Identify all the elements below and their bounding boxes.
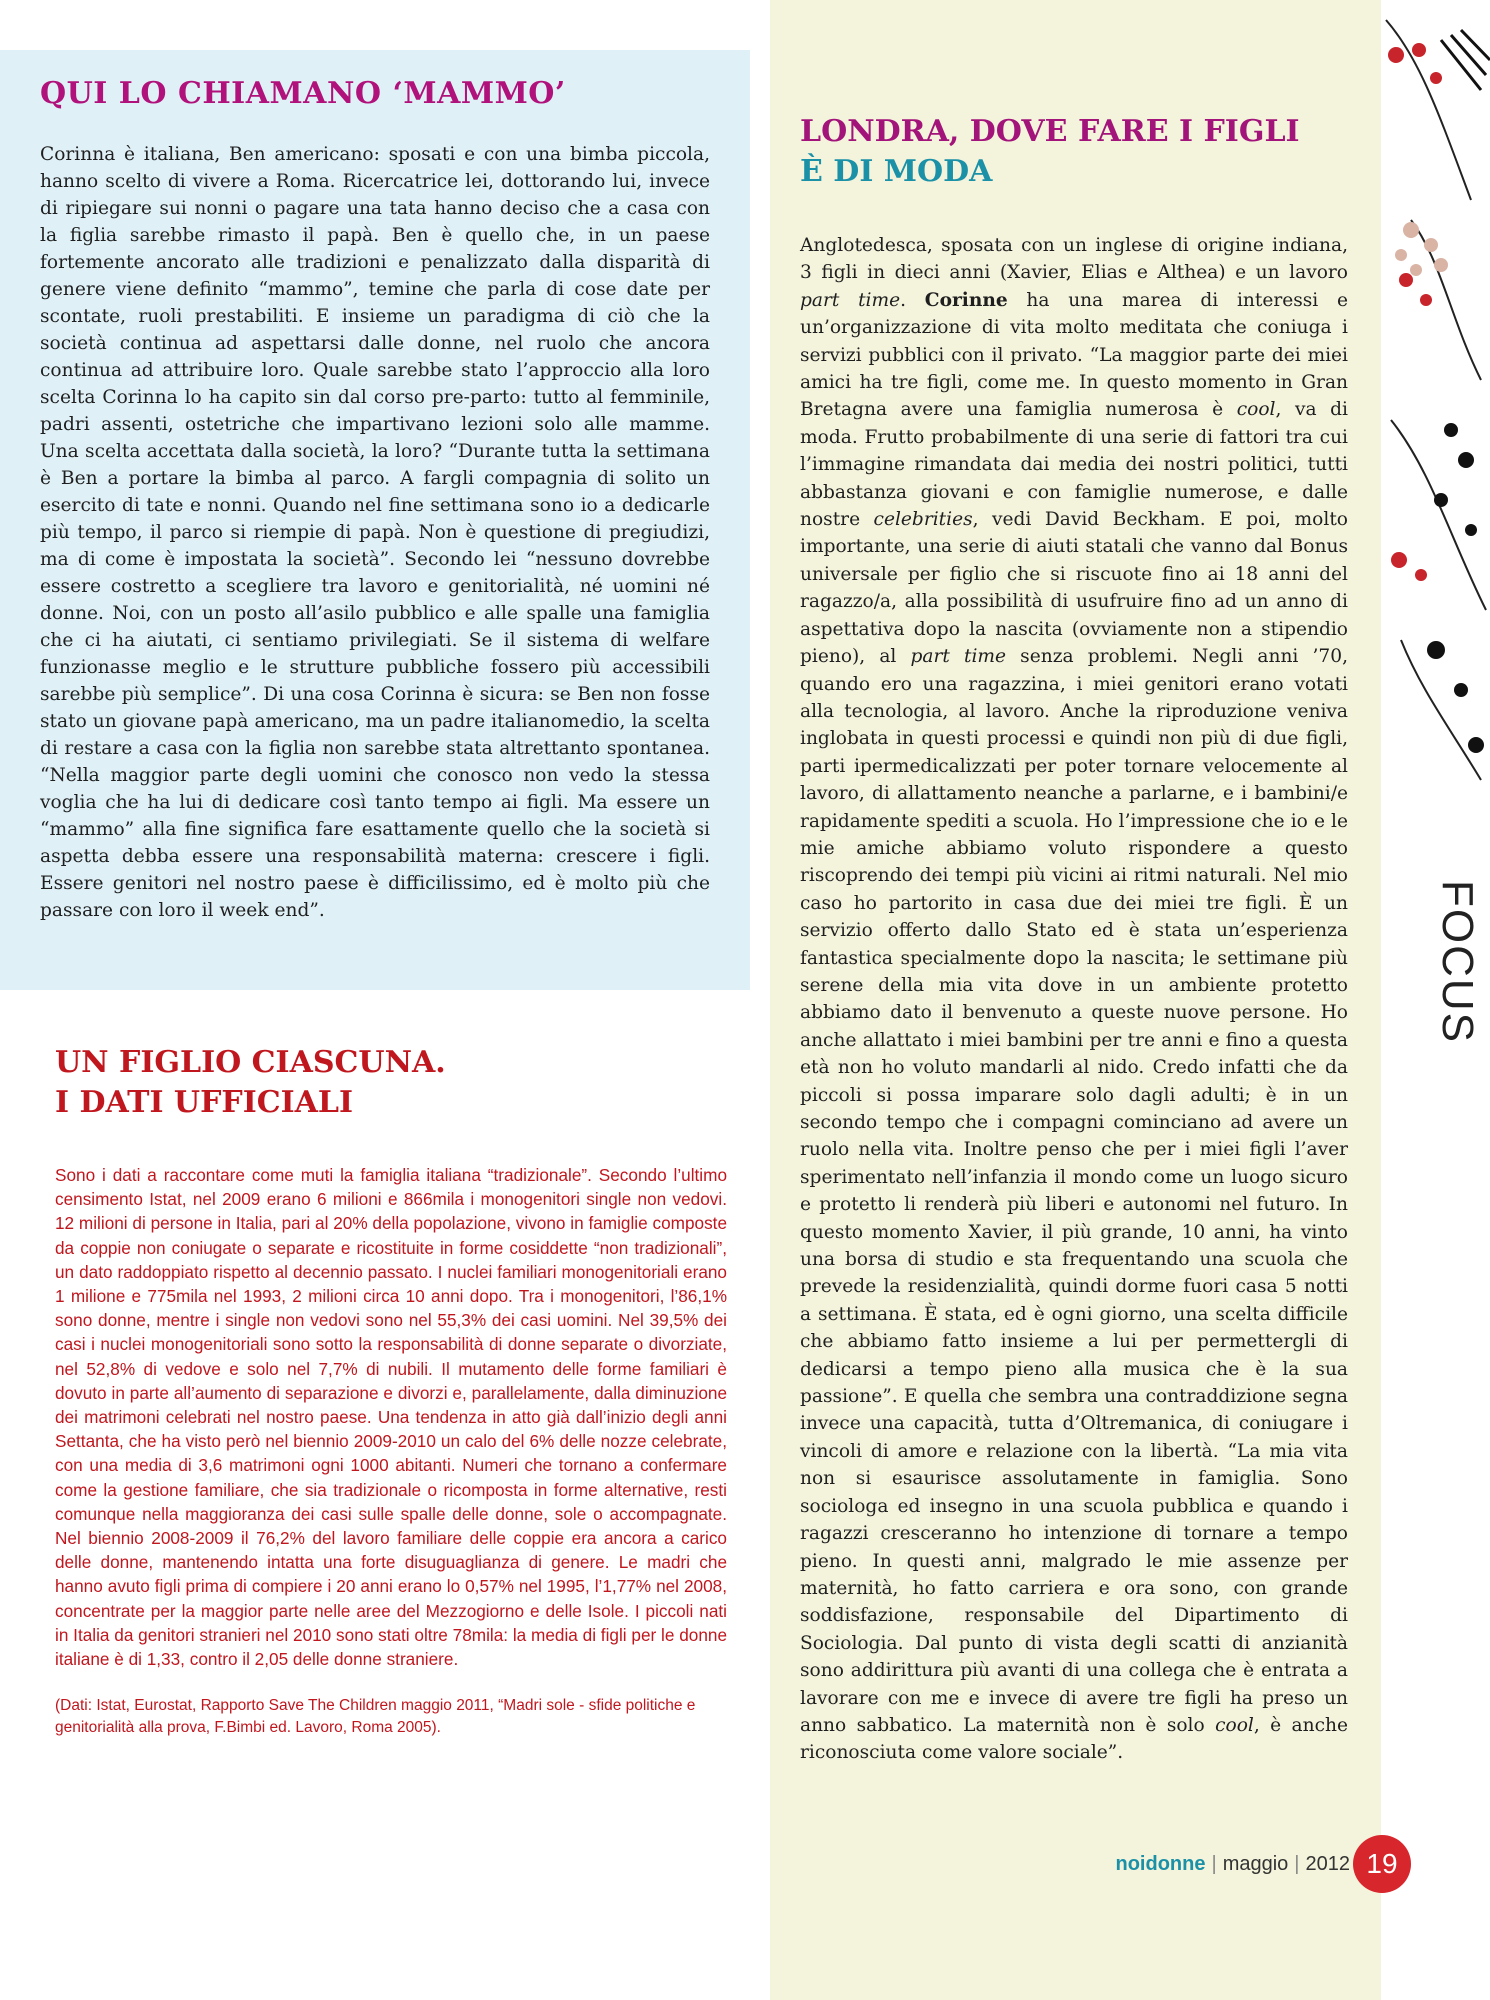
londra-title (800, 112, 1348, 192)
londra-text-italic: part time (910, 646, 1007, 668)
footer-brand: noidonne (1115, 1853, 1206, 1875)
dati-sources: (Dati: Istat, Eurostat, Rapporto Save The Children maggio 2011, “Madri sole - sfide politiche e genitorialità alla prova, F.Bimbi ed. Lavoro, Roma 2005). (55, 1697, 696, 1737)
londra-text-bold: Corinne (924, 289, 1008, 311)
footer-separator: | (1211, 1853, 1217, 1875)
dati-text: Sono i dati a raccontare come muti la famiglia italiana “tradizionale”. Secondo l’ultimo censimento Istat, nel 2009 erano 6 milioni e 866mila i monogenitori single non vedovi. 12 milioni di persone in Italia, pari al 20% della popolazione, vivono in famiglie composte da coppie non coniugate o separate e ricostituite in forme cosiddette “non tradizionali”, un dato raddoppiato rispetto al decennio passato. I nuclei familiari monogenitoriali erano 1 milione e 775mila nel 1993, 2 milioni circa 10 anni dopo. Tra i monogenitori, l’86,1% sono donne, mentre i single non vedovi sono nel 55,3% dei casi uomini. Nel 39,5% dei casi i nuclei monogenitoriali sono sotto la responsabilità di donne separate o divorziate, nel 52,8% di vedove e solo nel 7,7% di nubili. Il mutamento delle forme familiari è dovuto in parte all’aumento di separazione e divorzi e, parallelamente, dalla diminuzione dei matrimoni celebrati nel nostro paese. Una tendenza in atto già dall’inizio degli anni Settanta, che ha visto però nel biennio 2009-2010 un calo del 6% delle nozze celebrate, con una media di 3,6 matrimoni ogni 1000 abitanti. Numeri che tornano a confermare come la gestione familiare, che sia tradizionale o ricomposta in forme alternative, resti comunque nella maggioranza dei casi sulle spalle delle donne, sole o accompagnate. Nel biennio 2008-2009 il 76,2% del lavoro familiare delle coppie era ancora a carico delle donne, mantenendo intatta una forte disuguaglianza di genere. Le madri che hanno avuto figli prima di compiere i 20 anni erano lo 0,57% nel 1995, l’1,77% nel 2008, concentrate per la maggior parte nelle aree del Mezzogiorno e delle Isole. I piccoli nati in Italia da genitori stranieri nel 2010 sono stati oltre 78mila: la media di figli per le donne italiane è di 1,33, contro il 2,05 delle donne straniere. (55, 1165, 727, 1670)
dati-title-line2: I DATI UFFICIALI (55, 1085, 354, 1120)
dati-title (55, 1043, 727, 1123)
londra-text-part: Anglotedesca, sposata con un inglese di origine indiana, 3 figli in dieci anni (Xavier, Elias e Althea) e un lavoro (800, 235, 1348, 284)
londra-text-part: , va di moda. Frutto probabilmente di una serie di fattori tra cui l’immagine rimandata dai media dei nostri politici, tutti abbastanza giovani e con famiglie numerose, e dalle nostre (800, 399, 1348, 531)
londra-text-italic: cool (1215, 1714, 1254, 1736)
londra-text-part: ha una marea di interessi e un’organizzazione di vita molto meditata che coniuga i servizi pubblici con il privato. “La maggior parte dei miei amici ha tre figli, come me. In questo momento in Gran Bretagna avere una famiglia numerosa è (800, 289, 1348, 421)
footer-year: 2012 (1305, 1853, 1350, 1875)
footer-separator: | (1294, 1853, 1300, 1875)
dati-title-line1: UN FIGLIO CIASCUNA. (55, 1045, 446, 1080)
londra-title-line1: LONDRA, DOVE FARE I FIGLI (800, 114, 1300, 149)
focus-label: FOCUS (1433, 880, 1482, 1044)
mammo-box (0, 50, 750, 990)
londra-text-part: . (900, 289, 925, 311)
londra-text-italic: cool (1236, 399, 1276, 421)
londra-text-part: , è anche riconosciuta come valore sociale”. (800, 1714, 1348, 1764)
footer-month: maggio (1222, 1853, 1289, 1875)
londra-text-italic: celebrities (873, 509, 973, 531)
londra-column (770, 0, 1381, 2000)
footer (1116, 1853, 1351, 1876)
londra-title-line2: È DI MODA (800, 154, 993, 189)
dati-section (55, 1043, 727, 1739)
londra-text-italic: part time (800, 289, 901, 311)
londra-text-part: senza problemi. Negli anni ’70, quando ero una ragazzina, i miei genitori erano votati alla tecnologia, al lavoro. Anche la riproduzione veniva inglobata in questi processi e quindi non più di due figli, parti ipermedicalizzati per poter tornare velocemente al lavoro, di allattamento neanche a parlarne, e i bambini/e rapidamente spediti a scuola. Ho l’impressione che io e le mie amiche abbiamo voluto rispondere a questo riscoprendo dei tempi più vicini ai ritmi naturali. Nel mio caso ho partorito in casa due dei miei tre figli. È un servizio offerto dallo Stato ed è stata un’esperienza fantastica specialmente dopo la nascita; le settimane più serene della mia vita dove in un ambiente protetto abbiamo dato il benvenuto a queste nuove persone. Ho anche allattato i miei bambini per tre anni e fino a questa età non ho voluto mandarli al nido. Credo infatti che da piccoli si possa imparare solo dagli adulti; è in un secondo tempo che i compagni cominciano ad avere un ruolo nella vita. Inoltre penso che per i miei figli l’aver sperimentato nell’infanzia il mondo come un luogo sicuro e protetto li renderà più liberi e autonomi nel futuro. In questo momento Xavier, il più grande, 10 anni, ha vinto una borsa di studio e sta frequentando una scuola che prevede la residenzialità, quindi dorme fuori casa 5 notti a settimana. È stata, ed è ogni giorno, una scelta difficile che abbiamo fatto insieme a lui per permettergli di dedicarsi a tempo pieno alla musica che è la sua passione”. E quella che sembra una contraddizione segna invece una capacità, tutta d’Oltremanica, di coniugare i vincoli di amore e relazione con la libertà. “La mia vita non si esaurisce assolutamente in famiglia. Sono sociologa ed insegno in una scuola pubblica e quando i ragazzi cresceranno ho intenzione di tornare a tempo pieno. In questi anni, malgrado le mie assenze per maternità, ho fatto carriera e ora sono, con grande soddisfazione, responsabile del Dipartimento di Sociologia. Dal punto di vista degli scatti di anzianità sono addirittura più avanti di una collega che è entrata a lavorare con me e invece di avere tre figli ha preso un anno sabbatico. La maternità non è solo (800, 646, 1348, 1736)
londra-content (800, 112, 1348, 1767)
page-number-badge: 19 (1353, 1835, 1411, 1893)
londra-text (800, 232, 1348, 1767)
londra-text-part: , vedi David Beckham. E poi, molto importante, una serie di aiuti statali che vanno dal Bonus universale per figlio che si riscuote fino ai 18 anni del ragazzo/a, alla possibilità di usufruire fino ad un anno di aspettativa dopo la nascita (ovviamente non a stipendio pieno), al (800, 509, 1348, 668)
mammo-title: QUI LO CHIAMANO ‘MAMMO’ (40, 76, 566, 111)
berries-illustration (1381, 0, 1490, 800)
mammo-text: Corinna è italiana, Ben americano: sposati e con una bimba piccola, hanno scelto di vivere a Roma. Ricercatrice lei, dottorando lui, invece di ripiegare sui nonni o pagare una tata hanno deciso che a casa con la figlia sarebbe rimasto il papà. Ben è quello che, in un paese fortemente ancorato alle tradizioni e penalizzato dalla disparità di genere viene definito “mammo”, temine che parla di cose date per scontate, ruoli prestabiliti. E insieme un paradigma di ciò che la società continua ad aspettarsi dalle donne, nel ruolo che ancora continua ad attribuire loro. Quale sarebbe stato l’approccio alla loro scelta Corinna lo ha capito sin dal corso pre-parto: tutto al femminile, padri assenti, ostetriche che impartivano lezioni solo alle mamme. Una scelta accettata dalla società, la loro? “Durante tutta la settimana è Ben a portare la bimba al parco. A fargli compagnia di solito un esercito di tate e nonni. Quando nel fine settimana sono io a dedicarle più tempo, il parco si riempie di papà. Non è questione di pregiudizi, ma di come è impostata la società”. Secondo lei “nessuno dovrebbe essere costretto a scegliere tra lavoro e genitorialità, né uomini né donne. Noi, con un posto all’asilo pubblico e alle spalle una famiglia che ci ha aiutati, ci sentiamo privilegiati. Se il sistema di welfare funzionasse meglio e le strutture pubbliche fossero più accessibili sarebbe più semplice”. Di una cosa Corinna è sicura: se Ben non fosse stato un giovane papà americano, ma un padre italianomedio, la scelta di restare a casa con la figlia non sarebbe stata altrettanto spontanea. “Nella maggior parte degli uomini che conosco non vedo la stessa voglia che ha lui di dedicare così tanto tempo ai figli. Ma essere un “mammo” alla fine significa fare esattamente quello che la società si aspetta debba essere una responsabilità materna: crescere i figli. Essere genitori nel nostro paese è difficilissimo, ed è molto più che passare con loro il week end”. (40, 144, 710, 921)
